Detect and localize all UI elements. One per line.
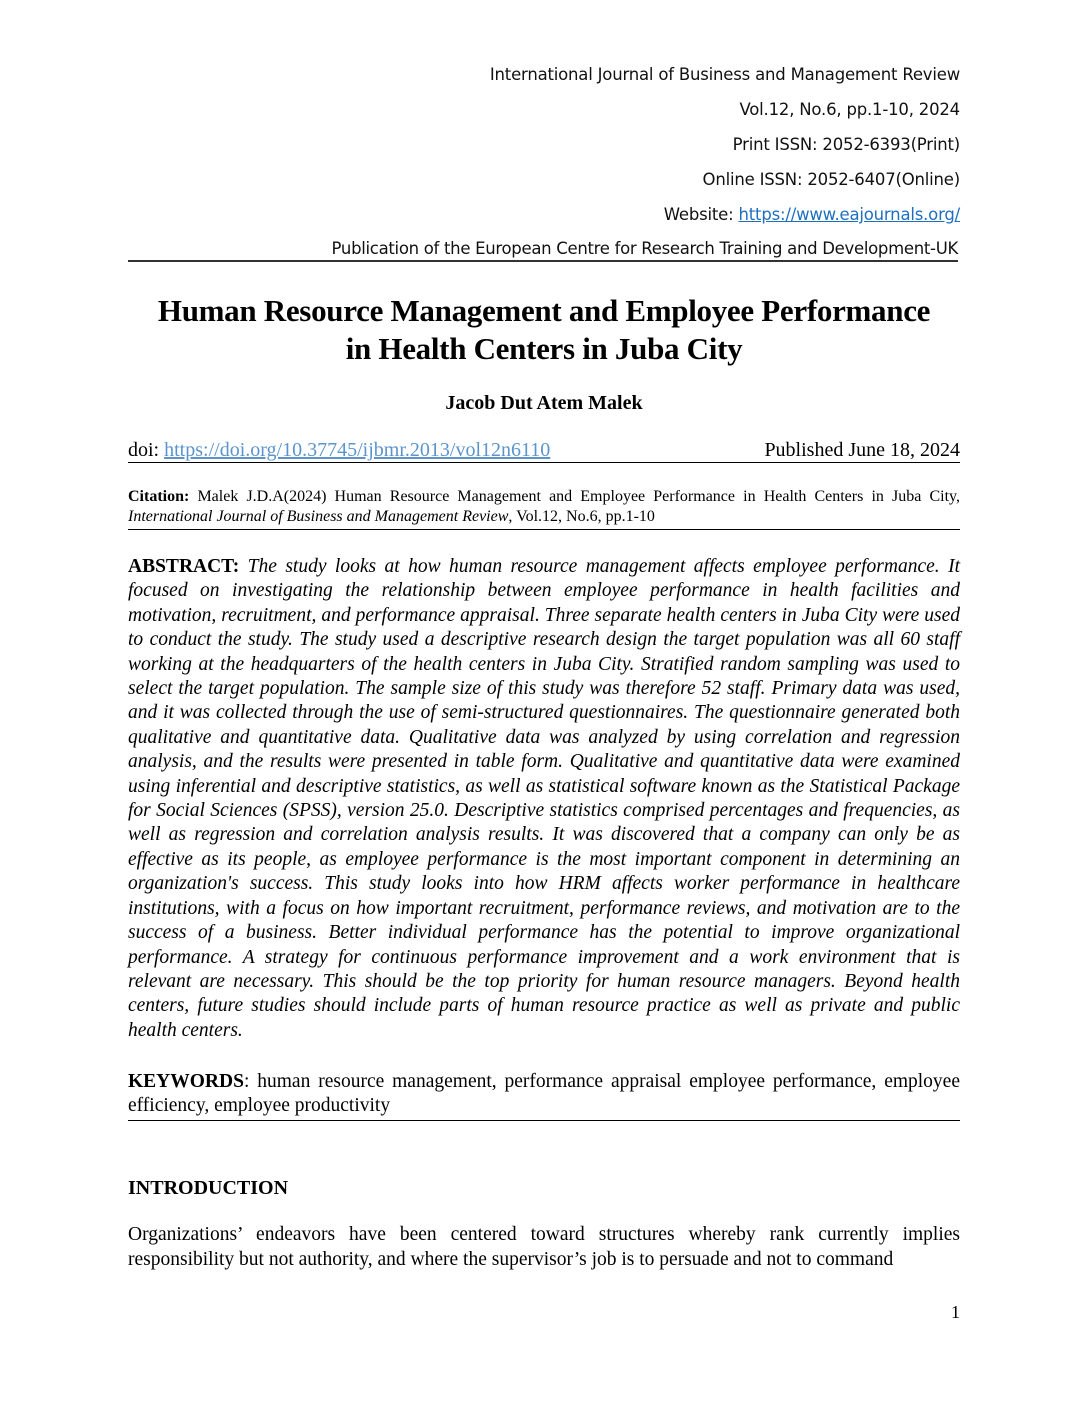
paper-title xyxy=(100,292,988,368)
title-line-1: Human Resource Management and Employee Performance xyxy=(157,293,931,328)
keywords-label: KEYWORDS xyxy=(128,1071,244,1092)
website-link[interactable]: https://www.eajournals.org/ xyxy=(738,205,960,224)
abstract-body: The study looks at how human resource management affects employee performance. It focused on investigating the relationship between employee performance in health facilities and motivation, recruitment, and performance appraisal. Three separate health centers in Juba City were used to conduct the study. The study used a descriptive research design the target population was all 60 staff working at the headquarters of the health centers in Juba City. Stratified random sampling was used to select the target population. The sample size of this study was therefore 52 staff. Primary data was used, and it was collected through the use of semi-structured questionnaires. The questionnaire generated both qualitative and quantitative data. Qualitative data was analyzed by using correlation and regression analysis, and the results were presented in table form. Qualitative and quantitative data were examined using inferential and descriptive statistics, as well as statistical software known as the Statistical Package for Social Sciences (SPSS), version 25.0. Descriptive statistics comprised percentages and frequencies, as well as regression and correlation analysis results. It was discovered that a company can only be as effective as its people, as employee performance is the most important component in determining an organization's success. This study looks into how HRM affects worker performance in healthcare institutions, with a focus on how important recruitment, performance reviews, and motivation are to the success of a business. Better individual performance has the potential to improve organizational performance. A strategy for continuous performance improvement and a work environment that is relevant are necessary. This should be the top priority for human resource managers. Beyond health centers, future studies should include parts of human resource practice as well as private and public health centers. xyxy=(128,556,960,1041)
introduction-body: Organizations’ endeavors have been centered toward structures whereby rank currently implies responsibility but not authority, and where the supervisor’s job is to persuade and not to command xyxy=(128,1224,960,1270)
keywords xyxy=(128,1070,960,1121)
website-label: Website: xyxy=(663,205,739,224)
doi-label: doi: xyxy=(128,439,165,461)
keywords-text: : human resource management, performance appraisal employee performance, employee efficiency, employee productivity xyxy=(128,1071,960,1117)
citation-text: Malek J.D.A(2024) Human Resource Management and Employee Performance in Health Centers in Juba City, xyxy=(189,488,960,505)
abstract xyxy=(128,555,960,1043)
citation-label: Citation: xyxy=(128,488,190,505)
doi-row xyxy=(128,438,960,463)
author-name: Jacob Dut Atem Malek xyxy=(445,392,643,414)
volume-info: Vol.12, No.6, pp.1-10, 2024 xyxy=(739,100,960,119)
online-issn: Online ISSN: 2052-6407(Online) xyxy=(702,170,960,189)
introduction-heading: INTRODUCTION xyxy=(128,1177,289,1199)
publication-line: Publication of the European Centre for Research Training and Development-UK xyxy=(128,238,958,262)
journal-header xyxy=(128,60,960,235)
print-issn: Print ISSN: 2052-6393(Print) xyxy=(732,135,960,154)
abstract-label: ABSTRACT: xyxy=(128,556,240,577)
doi-line xyxy=(128,438,550,462)
published-date: Published June 18, 2024 xyxy=(764,439,960,461)
title-line-2: in Health Centers in Juba City xyxy=(345,331,743,366)
page-number: 1 xyxy=(951,1302,960,1322)
citation-volume: , Vol.12, No.6, pp.1-10 xyxy=(508,508,655,525)
doi-link[interactable]: https://doi.org/10.37745/ijbmr.2013/vol12n6110 xyxy=(164,439,551,461)
website-line xyxy=(128,200,960,235)
citation-journal: International Journal of Business and Management Review xyxy=(128,508,509,525)
citation xyxy=(128,487,960,530)
journal-name: International Journal of Business and Management Review xyxy=(489,65,960,84)
